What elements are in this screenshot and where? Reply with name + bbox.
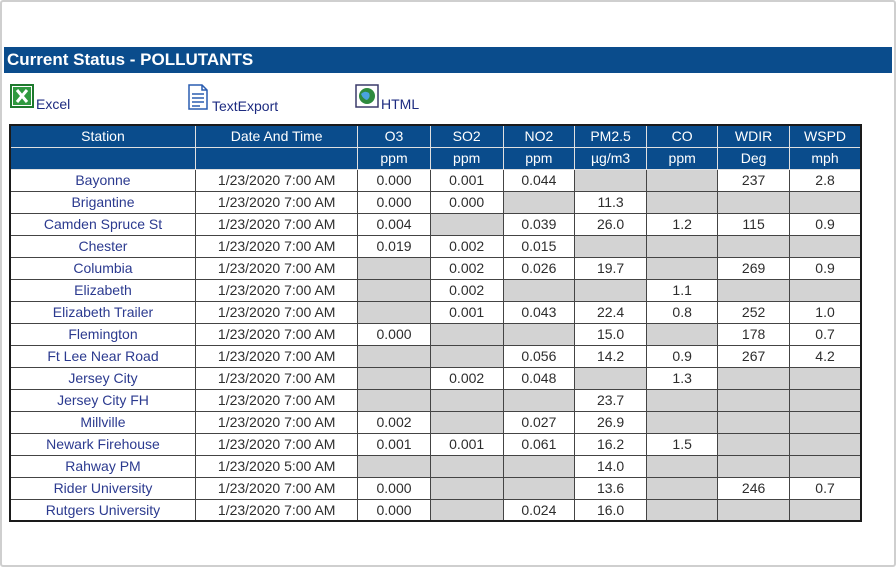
cell-o3: 0.001 [358, 433, 430, 455]
cell-time: 1/23/2020 7:00 AM [195, 301, 357, 323]
cell-wspd [790, 367, 861, 389]
text-export-label: TextExport [212, 98, 279, 114]
cell-no2: 0.056 [503, 345, 574, 367]
cell-pm25: 15.0 [575, 323, 647, 345]
cell-wspd: 0.9 [790, 213, 861, 235]
cell-so2: 0.002 [430, 279, 503, 301]
cell-wdir: 252 [718, 301, 790, 323]
unit-o3: ppm [358, 147, 430, 169]
cell-wspd [790, 433, 861, 455]
cell-o3: 0.000 [358, 191, 430, 213]
cell-time: 1/23/2020 7:00 AM [195, 477, 357, 499]
excel-icon [10, 84, 34, 111]
table-row [10, 345, 861, 367]
cell-wdir [718, 411, 790, 433]
table-body [10, 169, 861, 521]
station-link[interactable]: Flemington [10, 323, 195, 345]
cell-o3: 0.002 [358, 411, 430, 433]
cell-wspd [790, 499, 861, 521]
cell-pm25 [575, 367, 647, 389]
station-link[interactable]: Rahway PM [10, 455, 195, 477]
cell-o3: 0.000 [358, 323, 430, 345]
table-row [10, 367, 861, 389]
cell-o3: 0.004 [358, 213, 430, 235]
cell-time: 1/23/2020 7:00 AM [195, 213, 357, 235]
cell-no2 [503, 389, 574, 411]
cell-o3 [358, 279, 430, 301]
column-header-pm25[interactable]: PM2.5 [575, 125, 647, 147]
cell-wspd: 0.9 [790, 257, 861, 279]
cell-time: 1/23/2020 7:00 AM [195, 499, 357, 521]
cell-wdir: 115 [718, 213, 790, 235]
cell-pm25: 23.7 [575, 389, 647, 411]
cell-wspd: 2.8 [790, 169, 861, 191]
cell-time: 1/23/2020 7:00 AM [195, 235, 357, 257]
cell-wspd [790, 235, 861, 257]
cell-no2: 0.024 [503, 499, 574, 521]
cell-o3: 0.000 [358, 169, 430, 191]
cell-pm25 [575, 235, 647, 257]
cell-o3 [358, 345, 430, 367]
station-link[interactable]: Rider University [10, 477, 195, 499]
export-toolbar [10, 84, 890, 114]
cell-o3: 0.000 [358, 499, 430, 521]
document-icon [186, 84, 210, 113]
cell-pm25: 19.7 [575, 257, 647, 279]
cell-time: 1/23/2020 7:00 AM [195, 389, 357, 411]
cell-o3: 0.000 [358, 477, 430, 499]
unit-wdir: Deg [718, 147, 790, 169]
cell-o3 [358, 301, 430, 323]
cell-wdir [718, 389, 790, 411]
cell-wspd: 0.7 [790, 477, 861, 499]
cell-no2 [503, 279, 574, 301]
cell-so2 [430, 499, 503, 521]
cell-no2 [503, 455, 574, 477]
units-row [10, 147, 861, 169]
cell-so2 [430, 411, 503, 433]
cell-pm25: 16.0 [575, 499, 647, 521]
excel-export-link[interactable] [10, 84, 70, 111]
cell-so2: 0.000 [430, 191, 503, 213]
text-export-link[interactable] [186, 84, 278, 113]
cell-co [647, 257, 718, 279]
cell-wdir: 269 [718, 257, 790, 279]
cell-no2 [503, 477, 574, 499]
cell-wdir: 267 [718, 345, 790, 367]
cell-wspd [790, 411, 861, 433]
table-row [10, 301, 861, 323]
table-row [10, 235, 861, 257]
cell-wspd [790, 191, 861, 213]
unit-date-time [195, 147, 357, 169]
station-link[interactable]: Columbia [10, 257, 195, 279]
cell-co: 1.1 [647, 279, 718, 301]
station-link[interactable]: Jersey City FH [10, 389, 195, 411]
cell-so2: 0.001 [430, 301, 503, 323]
cell-pm25: 26.0 [575, 213, 647, 235]
cell-wdir [718, 235, 790, 257]
table-row [10, 213, 861, 235]
unit-so2: ppm [430, 147, 503, 169]
unit-pm25: µg/m3 [575, 147, 647, 169]
cell-no2: 0.027 [503, 411, 574, 433]
globe-icon [355, 84, 379, 111]
cell-so2 [430, 455, 503, 477]
cell-wdir: 178 [718, 323, 790, 345]
cell-no2: 0.026 [503, 257, 574, 279]
station-link[interactable]: Bayonne [10, 169, 195, 191]
cell-o3 [358, 389, 430, 411]
cell-pm25: 13.6 [575, 477, 647, 499]
table-row [10, 411, 861, 433]
cell-time: 1/23/2020 5:00 AM [195, 455, 357, 477]
cell-co [647, 411, 718, 433]
cell-time: 1/23/2020 7:00 AM [195, 433, 357, 455]
cell-so2: 0.002 [430, 367, 503, 389]
cell-so2: 0.001 [430, 169, 503, 191]
cell-wspd [790, 389, 861, 411]
unit-station [10, 147, 195, 169]
cell-so2 [430, 345, 503, 367]
cell-pm25: 14.2 [575, 345, 647, 367]
cell-so2 [430, 323, 503, 345]
cell-no2: 0.044 [503, 169, 574, 191]
cell-wspd [790, 279, 861, 301]
column-header-station[interactable]: Station [10, 125, 195, 147]
cell-time: 1/23/2020 7:00 AM [195, 169, 357, 191]
cell-co: 1.2 [647, 213, 718, 235]
cell-co [647, 455, 718, 477]
cell-co [647, 477, 718, 499]
table-row [10, 433, 861, 455]
cell-so2 [430, 389, 503, 411]
cell-so2 [430, 213, 503, 235]
cell-so2 [430, 477, 503, 499]
column-header-no2[interactable]: NO2 [503, 125, 574, 147]
unit-wspd: mph [790, 147, 861, 169]
cell-no2: 0.048 [503, 367, 574, 389]
station-link[interactable]: Elizabeth [10, 279, 195, 301]
column-header-wdir[interactable]: WDIR [718, 125, 790, 147]
cell-time: 1/23/2020 7:00 AM [195, 367, 357, 389]
station-link[interactable]: Jersey City [10, 367, 195, 389]
table-row [10, 191, 861, 213]
cell-no2: 0.043 [503, 301, 574, 323]
cell-no2: 0.039 [503, 213, 574, 235]
cell-co [647, 169, 718, 191]
cell-pm25: 22.4 [575, 301, 647, 323]
cell-time: 1/23/2020 7:00 AM [195, 257, 357, 279]
cell-so2: 0.002 [430, 257, 503, 279]
table-row [10, 389, 861, 411]
cell-wspd [790, 455, 861, 477]
cell-pm25: 26.9 [575, 411, 647, 433]
cell-time: 1/23/2020 7:00 AM [195, 411, 357, 433]
html-export-link[interactable] [355, 84, 419, 111]
cell-no2: 0.015 [503, 235, 574, 257]
cell-co [647, 323, 718, 345]
cell-o3: 0.019 [358, 235, 430, 257]
cell-no2 [503, 191, 574, 213]
station-link[interactable]: Elizabeth Trailer [10, 301, 195, 323]
cell-time: 1/23/2020 7:00 AM [195, 191, 357, 213]
station-link[interactable]: Rutgers University [10, 499, 195, 521]
cell-o3 [358, 455, 430, 477]
cell-wdir [718, 367, 790, 389]
html-label: HTML [381, 96, 420, 112]
cell-wdir [718, 455, 790, 477]
cell-o3 [358, 257, 430, 279]
cell-o3 [358, 367, 430, 389]
station-link[interactable]: Millville [10, 411, 195, 433]
cell-wspd: 4.2 [790, 345, 861, 367]
cell-wspd: 1.0 [790, 301, 861, 323]
station-link[interactable]: Newark Firehouse [10, 433, 195, 455]
column-header-o3[interactable]: O3 [358, 125, 430, 147]
station-link[interactable]: Camden Spruce St [10, 213, 195, 235]
cell-pm25: 16.2 [575, 433, 647, 455]
column-header-so2[interactable]: SO2 [430, 125, 503, 147]
cell-pm25: 11.3 [575, 191, 647, 213]
cell-wdir [718, 433, 790, 455]
table-row [10, 279, 861, 301]
cell-time: 1/23/2020 7:00 AM [195, 279, 357, 301]
unit-no2: ppm [503, 147, 574, 169]
cell-wdir [718, 191, 790, 213]
cell-co [647, 235, 718, 257]
cell-time: 1/23/2020 7:00 AM [195, 345, 357, 367]
column-header-co[interactable]: CO [647, 125, 718, 147]
cell-wdir [718, 279, 790, 301]
table-row [10, 455, 861, 477]
table-row [10, 257, 861, 279]
table-row [10, 477, 861, 499]
station-link[interactable]: Brigantine [10, 191, 195, 213]
cell-so2: 0.001 [430, 433, 503, 455]
cell-co: 0.9 [647, 345, 718, 367]
cell-wdir: 246 [718, 477, 790, 499]
cell-no2 [503, 323, 574, 345]
column-header-wspd[interactable]: WSPD [790, 125, 861, 147]
cell-co: 0.8 [647, 301, 718, 323]
cell-wdir [718, 499, 790, 521]
unit-co: ppm [647, 147, 718, 169]
cell-so2: 0.002 [430, 235, 503, 257]
cell-time: 1/23/2020 7:00 AM [195, 323, 357, 345]
page-title: Current Status - POLLUTANTS [4, 47, 892, 73]
cell-no2: 0.061 [503, 433, 574, 455]
station-link[interactable]: Chester [10, 235, 195, 257]
table-row [10, 499, 861, 521]
table-row [10, 169, 861, 191]
table-row [10, 323, 861, 345]
cell-pm25: 14.0 [575, 455, 647, 477]
cell-co [647, 191, 718, 213]
station-link[interactable]: Ft Lee Near Road [10, 345, 195, 367]
column-header-date-time[interactable]: Date And Time [195, 125, 357, 147]
cell-pm25 [575, 279, 647, 301]
cell-wspd: 0.7 [790, 323, 861, 345]
cell-co: 1.5 [647, 433, 718, 455]
cell-wdir: 237 [718, 169, 790, 191]
cell-pm25 [575, 169, 647, 191]
excel-label: Excel [36, 96, 71, 112]
cell-co: 1.3 [647, 367, 718, 389]
cell-co [647, 499, 718, 521]
header-row [10, 125, 861, 147]
pollutants-table [9, 124, 862, 522]
cell-co [647, 389, 718, 411]
